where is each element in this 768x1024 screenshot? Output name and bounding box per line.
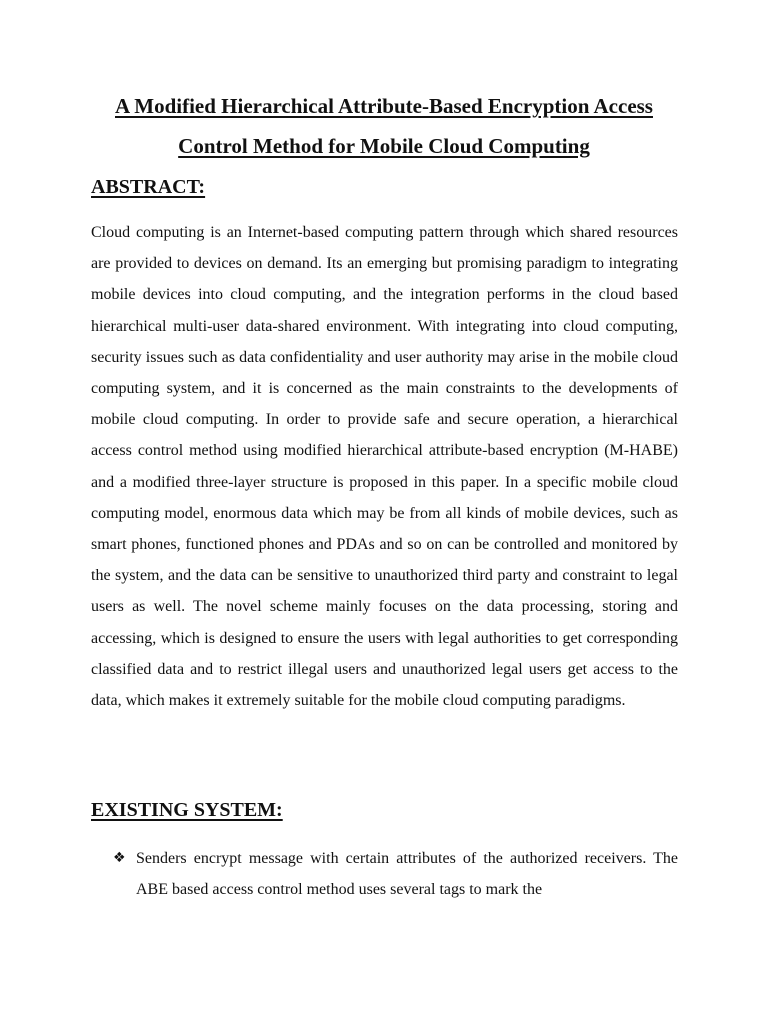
existing-system-bullet-text: Senders encrypt message with certain attributes of the authorized receivers. The ABE based access control method uses several tags to mark the [136,850,678,898]
title-line-1: A Modified Hierarchical Attribute-Based Encryption Access [115,94,653,118]
four-diamond-bullet-icon: ❖ [113,850,126,866]
existing-system-bullet [113,843,678,905]
existing-system-heading: EXISTING SYSTEM: [91,799,283,821]
abstract-heading: ABSTRACT: [91,176,206,198]
title-line-2: Control Method for Mobile Cloud Computing [178,134,590,158]
abstract-paragraph: Cloud computing is an Internet-based computing pattern through which shared resources are provided to devices on demand. Its an emerging but promising paradigm to integrating mobile devices into cloud computing, and the integration performs in the cloud based hierarchical multi-user data-shared environment. With integrating into cloud computing, security issues such as data confidentiality and user authority may arise in the mobile cloud computing system, and it is concerned as the main constraints to the developments of mobile cloud computing. In order to provide safe and secure operation, a hierarchical access control method using modified hierarchical attribute-based encryption (M-HABE) and a modified three-layer structure is proposed in this paper. In a specific mobile cloud computing model, enormous data which may be from all kinds of mobile devices, such as smart phones, functioned phones and PDAs and so on can be controlled and monitored by the system, and the data can be sensitive to unauthorized third party and constraint to legal users as well. The novel scheme mainly focuses on the data processing, storing and accessing, which is designed to ensure the users with legal authorities to get corresponding classified data and to restrict illegal users and unauthorized legal users get access to the data, which makes it extremely suitable for the mobile cloud computing paradigms. [91,224,678,710]
